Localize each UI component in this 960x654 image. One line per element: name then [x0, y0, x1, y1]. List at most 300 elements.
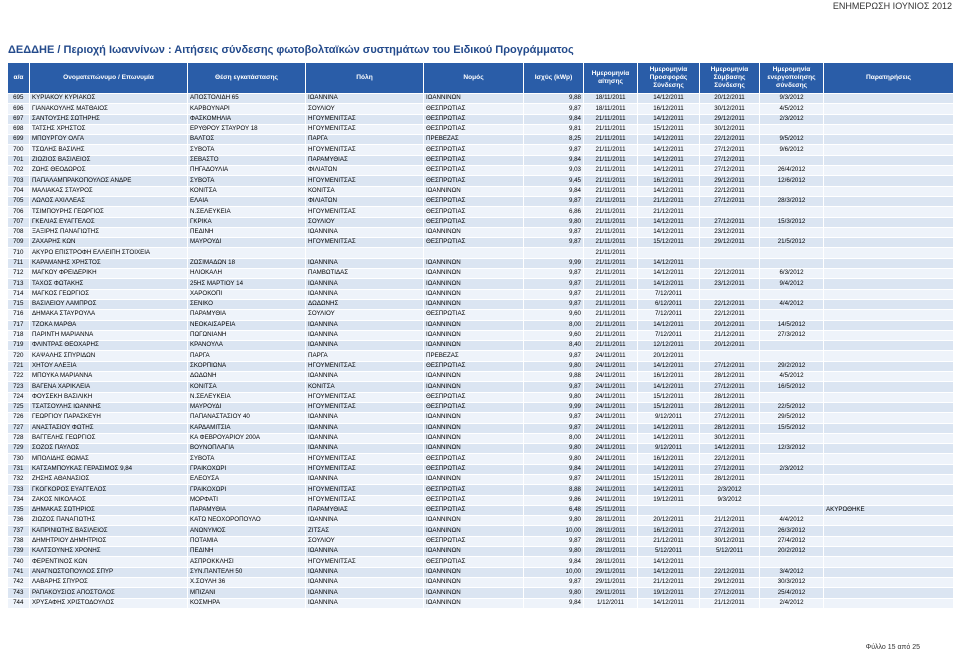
cell-city: ΙΩΑΝΝΙΝΑ	[306, 433, 424, 443]
cell-city: ΠΑΡΓΑ	[306, 351, 424, 361]
cell-row-number: 727	[8, 423, 30, 433]
cell-offer-date: 14/12/2011	[638, 598, 700, 608]
cell-power-kwp: 8,88	[524, 485, 584, 495]
cell-row-number: 729	[8, 444, 30, 454]
cell-offer-date: 14/12/2011	[638, 485, 700, 495]
cell-applicant-name: ΜΑΓΚΟΥ ΦΡΕΙΔΕΡΙΚΗ	[30, 269, 188, 279]
cell-applicant-name: ΖΑΧΑΡΗΣ ΚΩΝ	[30, 238, 188, 248]
cell-applicant-name: ΚΑΤΣΑΜΠΟΥΚΑΣ ΓΕΡΑΣΙΜΟΣ 9,84	[30, 464, 188, 474]
table-row	[8, 330, 954, 340]
cell-remarks: ΑΚΥΡΩΘΗΚΕ	[824, 505, 954, 515]
cell-activation-date: 4/4/2012	[760, 299, 824, 309]
table-row	[8, 413, 954, 423]
cell-install-location: 25ΗΣ ΜΑΡΤΙΟΥ 14	[188, 279, 306, 289]
cell-applicant-name: ΠΑΡΙΝΤΗ ΜΑΡΙΑΝΝΑ	[30, 330, 188, 340]
cell-contract-date: 27/12/2011	[700, 413, 760, 423]
cell-power-kwp: 9,87	[524, 104, 584, 114]
cell-prefecture: ΘΕΣΠΡΩΤΙΑΣ	[424, 310, 524, 320]
cell-install-location: ΠΑΠΑΝΑΣΤΑΣΙΟΥ 40	[188, 413, 306, 423]
cell-offer-date: 21/12/2011	[638, 577, 700, 587]
cell-application-date: 18/11/2011	[584, 104, 638, 114]
table-row	[8, 567, 954, 577]
cell-activation-date: 9/5/2012	[760, 135, 824, 145]
cell-row-number: 737	[8, 526, 30, 536]
col-header: Θέση εγκατάστασης	[188, 63, 306, 94]
col-header: α/α	[8, 63, 30, 94]
cell-row-number: 730	[8, 454, 30, 464]
cell-applicant-name: ΦΛΙΝΤΡΑΣ ΘΕΟΧΑΡΗΣ	[30, 341, 188, 351]
cell-remarks	[824, 372, 954, 382]
cell-install-location: ΠΑΡΓΑ	[188, 351, 306, 361]
cell-offer-date: 21/12/2011	[638, 536, 700, 546]
cell-offer-date: 19/12/2011	[638, 588, 700, 598]
cell-remarks	[824, 320, 954, 330]
cell-application-date: 24/11/2011	[584, 485, 638, 495]
update-notice: ΕΝΗΜΕΡΩΣΗ ΙΟΥΝΙΟΣ 2012	[832, 1, 952, 11]
cell-row-number: 715	[8, 299, 30, 309]
cell-install-location: ΚΟΣΜΗΡΑ	[188, 598, 306, 608]
cell-contract-date: 29/12/2011	[700, 238, 760, 248]
cell-applicant-name: ΜΑΛΙΑΚΑΣ ΣΤΑΥΡΟΣ	[30, 186, 188, 196]
table-row	[8, 454, 954, 464]
cell-row-number: 706	[8, 207, 30, 217]
cell-city: ΠΑΜΒΩΤΙΔΑΣ	[306, 269, 424, 279]
cell-applicant-name: ΜΠΟΥΡΓΟΥ ΟΛΓΑ	[30, 135, 188, 145]
cell-row-number: 742	[8, 577, 30, 587]
cell-application-date: 21/11/2011	[584, 238, 638, 248]
cell-activation-date: 20/2/2012	[760, 547, 824, 557]
cell-install-location: ΕΛΑΙΑ	[188, 196, 306, 206]
cell-power-kwp: 9,45	[524, 176, 584, 186]
cell-prefecture: ΙΩΑΝΝΙΝΩΝ	[424, 94, 524, 104]
table-row	[8, 402, 954, 412]
cell-offer-date: 15/12/2011	[638, 402, 700, 412]
cell-applicant-name: ΒΑΣΙΛΕΙΟΥ ΛΑΜΠΡΟΣ	[30, 299, 188, 309]
cell-install-location: Χ.ΣΟΥΛΗ 36	[188, 577, 306, 587]
cell-remarks	[824, 186, 954, 196]
cell-prefecture: ΘΕΣΠΡΩΤΙΑΣ	[424, 217, 524, 227]
cell-city: ΙΩΑΝΝΙΝΑ	[306, 289, 424, 299]
cell-activation-date: 22/5/2012	[760, 402, 824, 412]
cell-activation-date: 4/4/2012	[760, 516, 824, 526]
cell-install-location: ΚΑ ΦΕΒΡΟΥΑΡΙΟΥ 200Α	[188, 433, 306, 443]
cell-city: ΙΩΑΝΝΙΝΑ	[306, 320, 424, 330]
cell-offer-date: 20/12/2011	[638, 516, 700, 526]
cell-remarks	[824, 454, 954, 464]
cell-row-number: 717	[8, 320, 30, 330]
cell-offer-date: 14/12/2011	[638, 269, 700, 279]
cell-power-kwp: 9,88	[524, 94, 584, 104]
table-row	[8, 557, 954, 567]
cell-offer-date: 14/12/2011	[638, 433, 700, 443]
cell-power-kwp: 6,86	[524, 207, 584, 217]
table-row	[8, 547, 954, 557]
cell-application-date: 24/11/2011	[584, 351, 638, 361]
cell-prefecture: ΙΩΑΝΝΙΝΩΝ	[424, 320, 524, 330]
cell-row-number: 711	[8, 258, 30, 268]
cell-application-date: 21/11/2011	[584, 217, 638, 227]
cell-applicant-name: ΔΗΜΑΚΑ ΣΤΑΥΡΟΥΛΑ	[30, 310, 188, 320]
cell-install-location: ΑΠΟΣΤΟΛΙΔΗ 65	[188, 94, 306, 104]
cell-remarks	[824, 238, 954, 248]
cell-contract-date: 30/12/2011	[700, 536, 760, 546]
cell-activation-date	[760, 186, 824, 196]
cell-offer-date: 14/12/2011	[638, 155, 700, 165]
table-row	[8, 361, 954, 371]
cell-install-location: ΕΛΕΟΥΣΑ	[188, 474, 306, 484]
cell-applicant-name: ΣΟΖΟΣ ΠΑΥΛΟΣ	[30, 444, 188, 454]
cell-row-number: 724	[8, 392, 30, 402]
cell-row-number: 705	[8, 196, 30, 206]
applications-table	[7, 62, 954, 609]
table-row	[8, 258, 954, 268]
cell-activation-date: 30/3/2012	[760, 577, 824, 587]
cell-remarks	[824, 258, 954, 268]
cell-remarks	[824, 577, 954, 587]
cell-application-date: 21/11/2011	[584, 186, 638, 196]
cell-offer-date: 14/12/2011	[638, 166, 700, 176]
page-footer: Φύλλο 15 από 25	[865, 644, 920, 651]
cell-contract-date: 29/12/2011	[700, 114, 760, 124]
cell-offer-date: 14/12/2011	[638, 557, 700, 567]
cell-power-kwp: 9,87	[524, 351, 584, 361]
cell-city: ΗΓΟΥΜΕΝΙΤΣΑΣ	[306, 361, 424, 371]
cell-row-number: 707	[8, 217, 30, 227]
cell-applicant-name: ΛΑΒΑΡΗΣ ΣΠΥΡΟΣ	[30, 577, 188, 587]
cell-install-location: ΓΡΑΙΚΟΧΩΡΙ	[188, 464, 306, 474]
cell-install-location: ΣΥΝ.ΠΑΝΤΕΛΗ 50	[188, 567, 306, 577]
cell-contract-date: 21/12/2011	[700, 598, 760, 608]
cell-row-number: 703	[8, 176, 30, 186]
cell-offer-date: 16/12/2011	[638, 454, 700, 464]
cell-activation-date: 6/3/2012	[760, 269, 824, 279]
cell-application-date: 21/11/2011	[584, 124, 638, 134]
cell-application-date: 21/11/2011	[584, 289, 638, 299]
cell-power-kwp: 9,87	[524, 536, 584, 546]
cell-contract-date: 5/12/2011	[700, 547, 760, 557]
cell-contract-date: 22/12/2011	[700, 269, 760, 279]
cell-activation-date: 4/5/2012	[760, 372, 824, 382]
cell-remarks	[824, 299, 954, 309]
page-title: ΔΕΔΔΗΕ / Περιοχή Ιωαννίνων : Αιτήσεις σύνδεσης φωτοβολταϊκών συστημάτων του Ειδικού Προγράμματος	[8, 44, 574, 56]
cell-prefecture: ΙΩΑΝΝΙΝΩΝ	[424, 588, 524, 598]
cell-row-number: 714	[8, 289, 30, 299]
cell-city: ΗΓΟΥΜΕΝΙΤΣΑΣ	[306, 485, 424, 495]
cell-prefecture: ΙΩΑΝΝΙΝΩΝ	[424, 577, 524, 587]
cell-offer-date: 15/12/2011	[638, 474, 700, 484]
cell-prefecture: ΘΕΣΠΡΩΤΙΑΣ	[424, 166, 524, 176]
cell-prefecture: ΘΕΣΠΡΩΤΙΑΣ	[424, 238, 524, 248]
cell-applicant-name: ΔΗΜΗΤΡΙΟΥ ΔΗΜΗΤΡΙΟΣ	[30, 536, 188, 546]
cell-city: ΗΓΟΥΜΕΝΙΤΣΑΣ	[306, 454, 424, 464]
cell-applicant-name: ΑΚΥΡΟ ΕΠΙΣΤΡΟΦΗ ΕΛΛΕΙΠΗ ΣΤΟΙΧΕΙΑ	[30, 248, 188, 258]
table-row	[8, 474, 954, 484]
col-header: Πόλη	[306, 63, 424, 94]
cell-city: ΙΩΑΝΝΙΝΑ	[306, 516, 424, 526]
cell-offer-date: 14/12/2011	[638, 320, 700, 330]
table-row	[8, 104, 954, 114]
cell-row-number: 700	[8, 145, 30, 155]
cell-activation-date: 12/6/2012	[760, 176, 824, 186]
cell-remarks	[824, 392, 954, 402]
cell-applicant-name: ΤΑΧΟΣ ΦΩΤΑΚΗΣ	[30, 279, 188, 289]
table-row	[8, 588, 954, 598]
cell-remarks	[824, 207, 954, 217]
cell-applicant-name: ΤΣΩΛΗΣ ΒΑΣΙΛΗΣ	[30, 145, 188, 155]
cell-power-kwp: 9,80	[524, 588, 584, 598]
cell-activation-date: 21/5/2012	[760, 238, 824, 248]
cell-prefecture: ΙΩΑΝΝΙΝΩΝ	[424, 433, 524, 443]
cell-row-number: 708	[8, 227, 30, 237]
col-header: Ονοματεπώνυμο / Επωνυμία	[30, 63, 188, 94]
cell-offer-date: 14/12/2011	[638, 361, 700, 371]
cell-remarks	[824, 248, 954, 258]
cell-applicant-name: ΛΩΛΟΣ ΑΧΙΛΛΕΑΣ	[30, 196, 188, 206]
cell-offer-date: 16/12/2011	[638, 176, 700, 186]
cell-applicant-name: ΚΑΡΑΜΑΝΗΣ ΧΡΗΣΤΟΣ	[30, 258, 188, 268]
cell-row-number: 696	[8, 104, 30, 114]
cell-prefecture: ΘΕΣΠΡΩΤΙΑΣ	[424, 464, 524, 474]
cell-activation-date: 29/5/2012	[760, 413, 824, 423]
cell-contract-date: 20/12/2011	[700, 341, 760, 351]
cell-prefecture: ΘΕΣΠΡΩΤΙΑΣ	[424, 402, 524, 412]
cell-power-kwp: 9,80	[524, 547, 584, 557]
cell-power-kwp: 10,00	[524, 567, 584, 577]
cell-contract-date: 22/12/2011	[700, 135, 760, 145]
cell-row-number: 699	[8, 135, 30, 145]
cell-applicant-name: ΜΠΟΛΙΔΗΣ ΘΩΜΑΣ	[30, 454, 188, 464]
cell-install-location: ΚΑΡΔΑΜΙΤΣΙΑ	[188, 423, 306, 433]
cell-contract-date: 28/12/2011	[700, 474, 760, 484]
cell-install-location: ΠΩΓΩΝΙΑΝΗ	[188, 330, 306, 340]
cell-application-date: 21/11/2011	[584, 299, 638, 309]
cell-applicant-name: ΓΚΕΛΙΑΣ ΕΥΑΓΓΕΛΟΣ	[30, 217, 188, 227]
cell-install-location: ΣΕΒΑΣΤΟ	[188, 155, 306, 165]
cell-activation-date: 25/4/2012	[760, 588, 824, 598]
cell-install-location: ΓΡΑΙΚΟΧΩΡΙ	[188, 485, 306, 495]
cell-remarks	[824, 557, 954, 567]
cell-install-location: ΠΕΔΙΝΗ	[188, 227, 306, 237]
cell-prefecture: ΘΕΣΠΡΩΤΙΑΣ	[424, 495, 524, 505]
cell-prefecture: ΙΩΑΝΝΙΝΩΝ	[424, 299, 524, 309]
cell-contract-date	[700, 351, 760, 361]
cell-install-location: ΠΕΔΙΝΗ	[188, 547, 306, 557]
cell-power-kwp: 8,25	[524, 135, 584, 145]
cell-application-date: 29/11/2011	[584, 577, 638, 587]
cell-activation-date: 28/3/2012	[760, 196, 824, 206]
cell-remarks	[824, 536, 954, 546]
cell-application-date: 21/11/2011	[584, 320, 638, 330]
cell-row-number: 702	[8, 166, 30, 176]
cell-install-location: ΣΚΟΡΠΙΩΝΑ	[188, 361, 306, 371]
cell-city: ΙΩΑΝΝΙΝΑ	[306, 598, 424, 608]
cell-applicant-name: ΚΥΡΙΑΚΟΥ ΚΥΡΙΑΚΟΣ	[30, 94, 188, 104]
cell-prefecture: ΘΕΣΠΡΩΤΙΑΣ	[424, 104, 524, 114]
cell-row-number: 723	[8, 382, 30, 392]
cell-row-number: 698	[8, 124, 30, 134]
cell-application-date: 24/11/2011	[584, 372, 638, 382]
cell-remarks	[824, 516, 954, 526]
cell-activation-date: 14/5/2012	[760, 320, 824, 330]
cell-contract-date: 30/12/2011	[700, 433, 760, 443]
cell-install-location: ΓΚΡΙΚΑ	[188, 217, 306, 227]
cell-offer-date: 16/12/2011	[638, 104, 700, 114]
table-row	[8, 577, 954, 587]
cell-install-location: ΔΩΔΩΝΗ	[188, 372, 306, 382]
cell-remarks	[824, 145, 954, 155]
cell-remarks	[824, 330, 954, 340]
cell-install-location: ΧΑΡΟΚΟΠΙ	[188, 289, 306, 299]
table-row	[8, 495, 954, 505]
cell-row-number: 720	[8, 351, 30, 361]
table-row	[8, 248, 954, 258]
cell-remarks	[824, 104, 954, 114]
cell-power-kwp: 9,80	[524, 516, 584, 526]
cell-applicant-name: ΠΑΠΑΛΑΜΠΡΑΚΟΠΟΥΛΟΣ ΑΝΔΡΕ	[30, 176, 188, 186]
cell-remarks	[824, 351, 954, 361]
cell-install-location: ΖΩΣΙΜΑΔΩΝ 18	[188, 258, 306, 268]
cell-power-kwp: 9,87	[524, 145, 584, 155]
cell-applicant-name: ΓΙΑΝΑΚΟΥΛΗΣ ΜΑΤΘΑΙΟΣ	[30, 104, 188, 114]
cell-application-date: 21/11/2011	[584, 330, 638, 340]
cell-city: ΗΓΟΥΜΕΝΙΤΣΑΣ	[306, 392, 424, 402]
cell-city: ΙΩΑΝΝΙΝΑ	[306, 423, 424, 433]
cell-city: ΙΩΑΝΝΙΝΑ	[306, 330, 424, 340]
cell-city: ΙΩΑΝΝΙΝΑ	[306, 444, 424, 454]
cell-application-date: 24/11/2011	[584, 444, 638, 454]
cell-activation-date	[760, 454, 824, 464]
cell-activation-date: 16/5/2012	[760, 382, 824, 392]
cell-city: ΗΓΟΥΜΕΝΙΤΣΑΣ	[306, 176, 424, 186]
cell-contract-date: 21/12/2011	[700, 330, 760, 340]
cell-row-number: 719	[8, 341, 30, 351]
cell-power-kwp: 9,87	[524, 279, 584, 289]
cell-install-location: ΠΑΡΑΜΥΘΙΑ	[188, 505, 306, 515]
cell-prefecture: ΙΩΑΝΝΙΝΩΝ	[424, 423, 524, 433]
table-row	[8, 516, 954, 526]
col-header: Ημερομηνία ενεργοποίησης σύνδεσης	[760, 63, 824, 94]
cell-contract-date	[700, 248, 760, 258]
cell-applicant-name: ΖΙΩΖΟΣ ΠΑΝΑΓΙΩΤΗΣ	[30, 516, 188, 526]
cell-power-kwp: 9,87	[524, 382, 584, 392]
cell-remarks	[824, 124, 954, 134]
table-row	[8, 135, 954, 145]
table-row	[8, 124, 954, 134]
cell-power-kwp: 9,99	[524, 258, 584, 268]
cell-remarks	[824, 485, 954, 495]
cell-install-location: ΚΡΑΝΟΥΛΑ	[188, 341, 306, 351]
cell-power-kwp: 9,80	[524, 392, 584, 402]
cell-offer-date	[638, 505, 700, 515]
cell-city: ΙΩΑΝΝΙΝΑ	[306, 258, 424, 268]
table-row	[8, 207, 954, 217]
cell-applicant-name: ΔΗΜΑΚΑΣ ΣΩΤΗΡΙΟΣ	[30, 505, 188, 515]
cell-offer-date: 14/12/2011	[638, 145, 700, 155]
cell-offer-date: 14/12/2011	[638, 217, 700, 227]
cell-activation-date	[760, 310, 824, 320]
cell-offer-date: 14/12/2011	[638, 258, 700, 268]
cell-prefecture: ΙΩΑΝΝΙΝΩΝ	[424, 382, 524, 392]
cell-applicant-name: ΜΠΟΥΚΑ ΜΑΡΙΑΝΝΑ	[30, 372, 188, 382]
cell-application-date: 24/11/2011	[584, 402, 638, 412]
table-row	[8, 289, 954, 299]
cell-application-date: 21/11/2011	[584, 341, 638, 351]
cell-contract-date: 27/12/2011	[700, 155, 760, 165]
cell-power-kwp: 9,87	[524, 577, 584, 587]
cell-applicant-name: ΑΝΑΣΤΑΣΙΟΥ ΦΩΤΗΣ	[30, 423, 188, 433]
cell-city: ΗΓΟΥΜΕΝΙΤΣΑΣ	[306, 124, 424, 134]
cell-row-number: 740	[8, 557, 30, 567]
table-row	[8, 464, 954, 474]
cell-prefecture: ΘΕΣΠΡΩΤΙΑΣ	[424, 114, 524, 124]
cell-applicant-name: ΧΡΥΣΑΦΗΣ ΧΡΙΣΤΟΔΟΥΛΟΣ	[30, 598, 188, 608]
cell-offer-date: 14/12/2011	[638, 94, 700, 104]
table-row	[8, 485, 954, 495]
cell-contract-date: 22/12/2011	[700, 186, 760, 196]
cell-application-date: 28/11/2011	[584, 516, 638, 526]
table-row	[8, 166, 954, 176]
cell-offer-date: 9/12/2011	[638, 444, 700, 454]
cell-power-kwp: 9,87	[524, 299, 584, 309]
cell-offer-date: 15/12/2011	[638, 124, 700, 134]
cell-city: ΗΓΟΥΜΕΝΙΤΣΑΣ	[306, 464, 424, 474]
cell-row-number: 726	[8, 413, 30, 423]
cell-contract-date: 27/12/2011	[700, 217, 760, 227]
cell-contract-date: 27/12/2011	[700, 361, 760, 371]
cell-activation-date	[760, 341, 824, 351]
cell-application-date: 28/11/2011	[584, 526, 638, 536]
cell-offer-date: 14/12/2011	[638, 382, 700, 392]
cell-city: ΙΩΑΝΝΙΝΑ	[306, 94, 424, 104]
cell-contract-date: 22/12/2011	[700, 310, 760, 320]
table-row	[8, 279, 954, 289]
cell-row-number: 744	[8, 598, 30, 608]
cell-remarks	[824, 474, 954, 484]
cell-row-number: 722	[8, 372, 30, 382]
cell-contract-date	[700, 505, 760, 515]
cell-remarks	[824, 382, 954, 392]
cell-activation-date: 9/3/2012	[760, 94, 824, 104]
cell-contract-date: 27/12/2011	[700, 166, 760, 176]
cell-offer-date: 14/12/2011	[638, 279, 700, 289]
cell-row-number: 733	[8, 485, 30, 495]
cell-contract-date: 22/12/2011	[700, 454, 760, 464]
cell-remarks	[824, 361, 954, 371]
cell-install-location: ΚΟΝΙΤΣΑ	[188, 186, 306, 196]
cell-prefecture: ΘΕΣΠΡΩΤΙΑΣ	[424, 454, 524, 464]
cell-city: ΙΩΑΝΝΙΝΑ	[306, 547, 424, 557]
cell-city: ΙΩΑΝΝΙΝΑ	[306, 413, 424, 423]
cell-contract-date: 28/12/2011	[700, 392, 760, 402]
cell-application-date: 21/11/2011	[584, 269, 638, 279]
cell-power-kwp: 9,87	[524, 196, 584, 206]
cell-contract-date: 22/12/2011	[700, 299, 760, 309]
cell-offer-date: 14/12/2011	[638, 567, 700, 577]
cell-row-number: 731	[8, 464, 30, 474]
cell-row-number: 709	[8, 238, 30, 248]
cell-remarks	[824, 289, 954, 299]
cell-activation-date: 26/4/2012	[760, 166, 824, 176]
cell-applicant-name: ΖΑΚΟΣ ΝΙΚΟΛΑΟΣ	[30, 495, 188, 505]
cell-offer-date: 6/12/2011	[638, 299, 700, 309]
cell-power-kwp: 8,40	[524, 341, 584, 351]
cell-power-kwp: 9,84	[524, 598, 584, 608]
cell-activation-date: 2/3/2012	[760, 114, 824, 124]
col-header: Ημερομηνία Προσφοράς Σύνδεσης	[638, 63, 700, 94]
cell-activation-date: 27/4/2012	[760, 536, 824, 546]
cell-applicant-name: ΤΑΤΣΗΣ ΧΡΗΣΤΟΣ	[30, 124, 188, 134]
cell-prefecture: ΘΕΣΠΡΩΤΙΑΣ	[424, 505, 524, 515]
